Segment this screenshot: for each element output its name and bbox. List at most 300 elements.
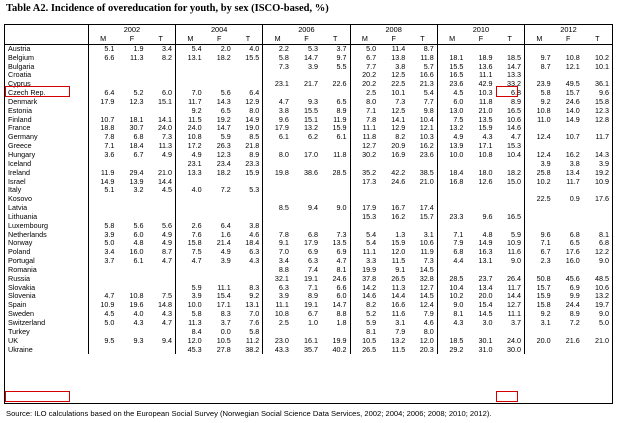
value-cell: 7.0 (176, 89, 205, 98)
value-cell (205, 275, 234, 284)
value-cell (379, 222, 408, 231)
value-cell: 18.8 (88, 124, 117, 133)
value-cell: 14.1 (391, 115, 406, 124)
sex-header: T (321, 35, 350, 44)
value-cell: 5.0 (88, 319, 117, 328)
value-cell: 10.2 (595, 53, 609, 62)
value-cell: 7.5 (162, 292, 173, 301)
country-cell: Israel (8, 177, 26, 186)
value-cell: 15.3 (507, 142, 522, 151)
value-cell (88, 346, 117, 355)
value-cell: 3.4 (88, 248, 117, 257)
value-cell: 6.7 (350, 54, 379, 63)
value-cell: 13.3 (507, 71, 522, 80)
table-row (5, 186, 612, 195)
value-cell: 16.5 (507, 212, 522, 221)
value-cell: 11.7 (507, 283, 522, 292)
value-cell: 7.9 (395, 327, 406, 336)
value-cell (379, 195, 408, 204)
value-cell: 7.7 (350, 63, 379, 72)
value-cell: 4.7 (176, 257, 205, 266)
value-cell: 8.9 (336, 106, 347, 115)
table-row (5, 89, 612, 98)
value-cell: 4.7 (336, 257, 347, 266)
value-cell: 9.3 (133, 336, 144, 345)
value-cell (350, 160, 379, 169)
table-row (5, 44, 612, 53)
value-cell: 8.5 (249, 133, 260, 142)
value-cell: 3.0 (482, 319, 493, 327)
country-cell: Croatia (8, 71, 32, 80)
value-cell: 4.5 (88, 310, 117, 319)
value-cell: 7.3 (162, 133, 173, 142)
table-row (5, 142, 612, 151)
value-cell (437, 222, 466, 231)
value-cell (554, 186, 583, 195)
value-cell: 5.2 (350, 310, 379, 319)
value-cell: 18.5 (507, 53, 522, 62)
value-cell (350, 186, 379, 195)
country-header-cell (5, 35, 88, 44)
value-cell: 6.0 (133, 230, 144, 239)
country-cell: Bulgaria (8, 62, 35, 71)
value-cell (176, 63, 205, 72)
country-cell: Switzerland (8, 319, 46, 327)
value-cell: 6.3 (263, 284, 292, 293)
value-cell: 5.8 (176, 310, 205, 319)
value-cell: 7.3 (336, 230, 347, 239)
value-cell: 40.2 (332, 345, 347, 354)
value-cell (554, 142, 583, 151)
value-cell: 9.1 (395, 265, 406, 274)
value-cell: 11.1 (350, 124, 379, 133)
value-cell: 9.2 (525, 98, 554, 107)
value-cell: 3.9 (88, 231, 117, 240)
value-cell: 18.0 (478, 168, 493, 177)
value-cell (263, 213, 292, 222)
value-cell: 14.7 (216, 124, 231, 133)
table-row (5, 275, 612, 284)
value-cell (321, 89, 350, 98)
value-cell (437, 204, 466, 213)
value-cell (495, 222, 524, 231)
value-cell: 20.9 (391, 142, 406, 151)
value-cell (292, 160, 321, 169)
value-cell (146, 195, 175, 204)
value-cell (117, 204, 146, 213)
value-cell: 4.9 (162, 150, 173, 159)
value-cell: 7.1 (307, 283, 318, 292)
value-cell (88, 266, 117, 275)
value-cell: 5.4 (350, 239, 379, 248)
value-cell: 27.8 (216, 345, 231, 354)
value-cell: 10.9 (595, 177, 609, 186)
value-cell: 26.5 (350, 346, 379, 355)
value-cell: 8.2 (162, 53, 173, 62)
table-row (5, 71, 612, 80)
value-cell: 6.6 (336, 283, 347, 292)
value-cell: 13.5 (478, 115, 493, 124)
country-cell: Latvia (8, 204, 28, 213)
value-cell: 2.3 (525, 257, 554, 266)
value-cell: 9.2 (176, 107, 205, 116)
value-cell (583, 213, 612, 222)
value-cell: 43.3 (263, 346, 292, 355)
value-cell: 15.9 (391, 239, 406, 248)
value-cell: 37.8 (350, 275, 379, 284)
country-cell: Slovakia (8, 283, 36, 292)
sex-header: F (554, 35, 583, 44)
value-cell (495, 204, 524, 213)
value-cell: 7.3 (263, 63, 292, 72)
value-cell: 6.1 (336, 133, 347, 142)
value-cell: 11.5 (391, 345, 406, 354)
value-cell (117, 80, 146, 89)
value-cell (146, 328, 175, 337)
value-cell: 5.9 (220, 133, 231, 142)
country-cell: Austria (8, 44, 31, 53)
value-cell: 11.1 (263, 301, 292, 310)
value-cell: 22.5 (391, 80, 406, 89)
value-cell: 18.1 (129, 115, 144, 124)
country-cell: Finland (8, 115, 32, 124)
value-cell: 1.8 (336, 319, 347, 327)
value-cell: 9.0 (437, 301, 466, 310)
value-cell: 8.0 (423, 327, 434, 336)
sex-header: F (466, 35, 495, 44)
value-cell: 6.8 (599, 239, 609, 248)
value-cell: 12.6 (478, 177, 493, 186)
value-cell: 45.3 (176, 346, 205, 355)
table-row (5, 346, 612, 355)
value-cell: 17.9 (263, 124, 292, 133)
sex-header: M (350, 35, 379, 44)
table-row (5, 54, 612, 63)
country-cell: Estonia (8, 106, 32, 115)
value-cell: 7.4 (307, 265, 318, 274)
country-cell: Italy (8, 186, 22, 195)
value-cell (525, 44, 554, 53)
value-cell (88, 160, 117, 169)
value-cell (554, 124, 583, 133)
value-cell (146, 160, 175, 169)
value-cell (234, 204, 263, 213)
value-cell: 3.3 (350, 257, 379, 266)
value-cell (554, 44, 583, 53)
value-cell (205, 178, 234, 187)
value-cell: 7.0 (263, 248, 292, 257)
value-cell: 13.1 (176, 54, 205, 63)
value-cell (437, 186, 466, 195)
value-cell (117, 71, 146, 80)
value-cell (292, 89, 321, 98)
value-cell: 10.8 (478, 150, 493, 159)
value-cell: 17.3 (350, 178, 379, 187)
value-cell: 11.1 (478, 71, 493, 80)
value-cell: 15.8 (176, 239, 205, 248)
value-cell: 14.4 (391, 292, 406, 301)
value-cell: 15.4 (216, 292, 231, 301)
value-cell (88, 275, 117, 284)
value-cell (466, 186, 495, 195)
value-cell: 30.2 (350, 151, 379, 160)
value-cell: 6.8 (569, 230, 580, 239)
value-cell: 38.5 (419, 168, 434, 177)
table-row (5, 63, 612, 72)
value-cell (292, 178, 321, 187)
value-cell: 20.0 (525, 337, 554, 346)
value-cell: 12.2 (595, 248, 609, 257)
value-cell: 14.4 (507, 292, 522, 301)
value-cell (88, 195, 117, 204)
value-cell: 15.8 (525, 301, 554, 310)
value-cell: 16.8 (437, 178, 466, 187)
country-cell: Germany (8, 133, 38, 142)
value-cell: 11.9 (333, 115, 347, 124)
value-cell: 8.9 (569, 310, 580, 319)
value-cell (583, 328, 612, 337)
value-cell: 1.9 (133, 44, 144, 53)
value-cell: 10.2 (437, 292, 466, 301)
value-cell (350, 222, 379, 231)
value-cell: 9.6 (599, 89, 609, 98)
value-cell: 7.6 (176, 231, 205, 240)
value-cell: 2.0 (220, 44, 231, 53)
value-cell: 6.2 (307, 133, 318, 142)
value-cell (117, 328, 146, 337)
value-cell (146, 107, 175, 116)
table-row (5, 107, 612, 116)
value-cell (583, 142, 612, 151)
value-cell (495, 195, 524, 204)
year-header: 2012 (525, 25, 612, 35)
value-cell: 5.4 (423, 89, 434, 98)
value-cell: 17.6 (595, 195, 609, 204)
value-cell: 4.5 (437, 89, 466, 98)
value-cell: 8.1 (336, 265, 347, 274)
value-cell: 16.6 (391, 301, 406, 310)
value-cell: 13.2 (437, 124, 466, 133)
value-cell: 8.2 (395, 133, 406, 142)
country-cell: Netherlands (8, 230, 47, 239)
value-cell: 15.3 (350, 213, 379, 222)
value-cell: 21.0 (595, 336, 609, 345)
value-cell: 10.6 (507, 115, 522, 124)
value-cell: 6.8 (133, 133, 144, 142)
table-row (5, 301, 612, 310)
value-cell: 15.9 (525, 292, 554, 301)
value-cell: 7.8 (263, 231, 292, 240)
value-cell: 16.2 (565, 150, 580, 159)
value-cell: 12.8 (595, 115, 609, 124)
value-cell: 6.3 (249, 248, 260, 257)
value-cell (495, 186, 524, 195)
value-cell: 24.6 (565, 97, 580, 106)
value-cell (205, 266, 234, 275)
sex-header: M (88, 35, 117, 44)
value-cell: 7.9 (423, 310, 434, 319)
value-cell: 3.7 (511, 319, 522, 327)
value-cell: 24.0 (176, 124, 205, 133)
value-cell: 3.6 (88, 151, 117, 160)
value-cell (292, 142, 321, 151)
value-cell (234, 275, 263, 284)
table-row (5, 124, 612, 133)
value-cell: 15.9 (332, 124, 347, 133)
value-cell: 12.5 (391, 106, 406, 115)
value-cell (117, 195, 146, 204)
value-cell: 17.2 (176, 142, 205, 151)
value-cell (263, 89, 292, 98)
value-cell: 1.3 (395, 230, 406, 239)
value-cell: 11.0 (525, 116, 554, 125)
value-cell: 16.0 (565, 257, 580, 266)
value-cell (525, 328, 554, 337)
value-cell: 8.2 (350, 301, 379, 310)
value-cell (525, 186, 554, 195)
value-cell (466, 222, 495, 231)
value-cell: 10.8 (129, 292, 144, 301)
table-row (5, 284, 612, 293)
value-cell (466, 266, 495, 275)
value-cell: 4.5 (162, 186, 173, 195)
value-cell (263, 186, 292, 195)
value-cell: 4.3 (249, 257, 260, 266)
value-cell (525, 124, 554, 133)
value-cell: 13.9 (437, 142, 466, 151)
value-cell: 48.5 (595, 274, 609, 283)
value-cell: 12.7 (350, 142, 379, 151)
value-cell: 9.6 (525, 231, 554, 240)
value-cell: 20.2 (350, 80, 379, 89)
value-cell: 3.9 (599, 159, 609, 168)
value-cell (146, 213, 175, 222)
value-cell: 16.5 (507, 106, 522, 115)
value-cell (321, 178, 350, 187)
value-cell: 45.6 (565, 274, 580, 283)
value-cell: 15.5 (245, 53, 260, 62)
value-cell: 14.7 (507, 62, 522, 71)
value-cell: 26.3 (216, 142, 231, 151)
value-cell: 10.4 (437, 284, 466, 293)
country-cell: Czech Rep. (8, 89, 46, 98)
value-cell: 14.9 (88, 178, 117, 187)
value-cell: 11.6 (391, 310, 406, 319)
value-cell: 15.9 (245, 168, 260, 177)
value-cell (437, 266, 466, 275)
value-cell: 5.4 (350, 231, 379, 240)
value-cell: 6.1 (133, 257, 144, 266)
overeducation-table (5, 25, 612, 354)
value-cell: 8.3 (220, 310, 231, 319)
value-cell: 5.4 (176, 44, 205, 53)
value-cell: 7.9 (437, 239, 466, 248)
value-cell: 6.1 (263, 133, 292, 142)
value-cell: 14.7 (332, 301, 347, 310)
year-header: 2006 (263, 25, 350, 35)
source-note: Source: ILO calculations based on the European Social Survey (Norwegian Social Science Data Services, 2002; 2004; 2006; 2008; 2010; 2012). (6, 409, 492, 418)
value-cell: 19.6 (129, 301, 144, 310)
value-cell: 42.2 (391, 168, 406, 177)
value-cell: 10.5 (216, 336, 231, 345)
value-cell (583, 124, 612, 133)
table-row (5, 116, 612, 125)
value-cell: 10.8 (263, 310, 292, 319)
value-cell: 3.4 (263, 257, 292, 266)
value-cell: 12.4 (525, 133, 554, 142)
value-cell: 5.8 (88, 222, 117, 231)
value-cell: 20.2 (350, 71, 379, 80)
value-cell: 8.9 (511, 97, 522, 106)
value-cell: 21.8 (245, 142, 260, 151)
value-cell: 21.0 (478, 106, 493, 115)
value-cell: 11.3 (391, 283, 406, 292)
country-cell: Iceland (8, 159, 32, 168)
value-cell (234, 213, 263, 222)
value-cell (234, 71, 263, 80)
value-cell: 15.1 (158, 97, 173, 106)
country-cell: Cyprus (8, 80, 31, 89)
value-cell (437, 44, 466, 53)
value-cell: 4.0 (176, 186, 205, 195)
country-cell: Luxembourg (8, 221, 48, 230)
value-cell: 4.9 (220, 248, 231, 257)
data-table-frame (4, 24, 613, 404)
value-cell: 8.8 (336, 310, 347, 319)
value-cell: 14.6 (350, 292, 379, 301)
value-cell (525, 213, 554, 222)
table-title: Table A2. Incidence of overeducation for youth, by sex (ISCO-based, %) (6, 3, 329, 14)
value-cell: 19.2 (216, 115, 231, 124)
value-cell: 19.0 (245, 124, 260, 133)
value-cell (321, 142, 350, 151)
sex-header-row (5, 35, 612, 44)
value-cell: 8.0 (249, 106, 260, 115)
table-row (5, 133, 612, 142)
value-cell: 19.9 (332, 336, 347, 345)
value-cell: 14.9 (245, 115, 260, 124)
table-row (5, 257, 612, 266)
table-row (5, 222, 612, 231)
value-cell (205, 80, 234, 89)
value-cell (117, 63, 146, 72)
year-header: 2002 (88, 25, 175, 35)
value-cell: 5.8 (263, 54, 292, 63)
value-cell: 11.8 (478, 97, 493, 106)
value-cell: 18.4 (245, 239, 260, 248)
value-cell (88, 213, 117, 222)
value-cell (176, 266, 205, 275)
value-cell: 0.0 (220, 327, 231, 336)
value-cell: 7.8 (88, 133, 117, 142)
value-cell (205, 71, 234, 80)
value-cell: 15.8 (595, 97, 609, 106)
value-cell (176, 204, 205, 213)
value-cell: 8.3 (249, 283, 260, 292)
value-cell: 6.9 (336, 248, 347, 257)
value-cell (583, 186, 612, 195)
value-cell: 6.8 (511, 89, 522, 98)
value-cell: 16.3 (478, 248, 493, 257)
value-cell: 13.8 (391, 53, 406, 62)
value-cell: 4.7 (88, 292, 117, 301)
value-cell (408, 186, 437, 195)
value-cell: 22.6 (332, 80, 347, 89)
value-cell: 21.3 (419, 80, 434, 89)
value-cell: 13.6 (478, 62, 493, 71)
value-cell: 10.4 (507, 150, 522, 159)
value-cell: 6.5 (220, 106, 231, 115)
